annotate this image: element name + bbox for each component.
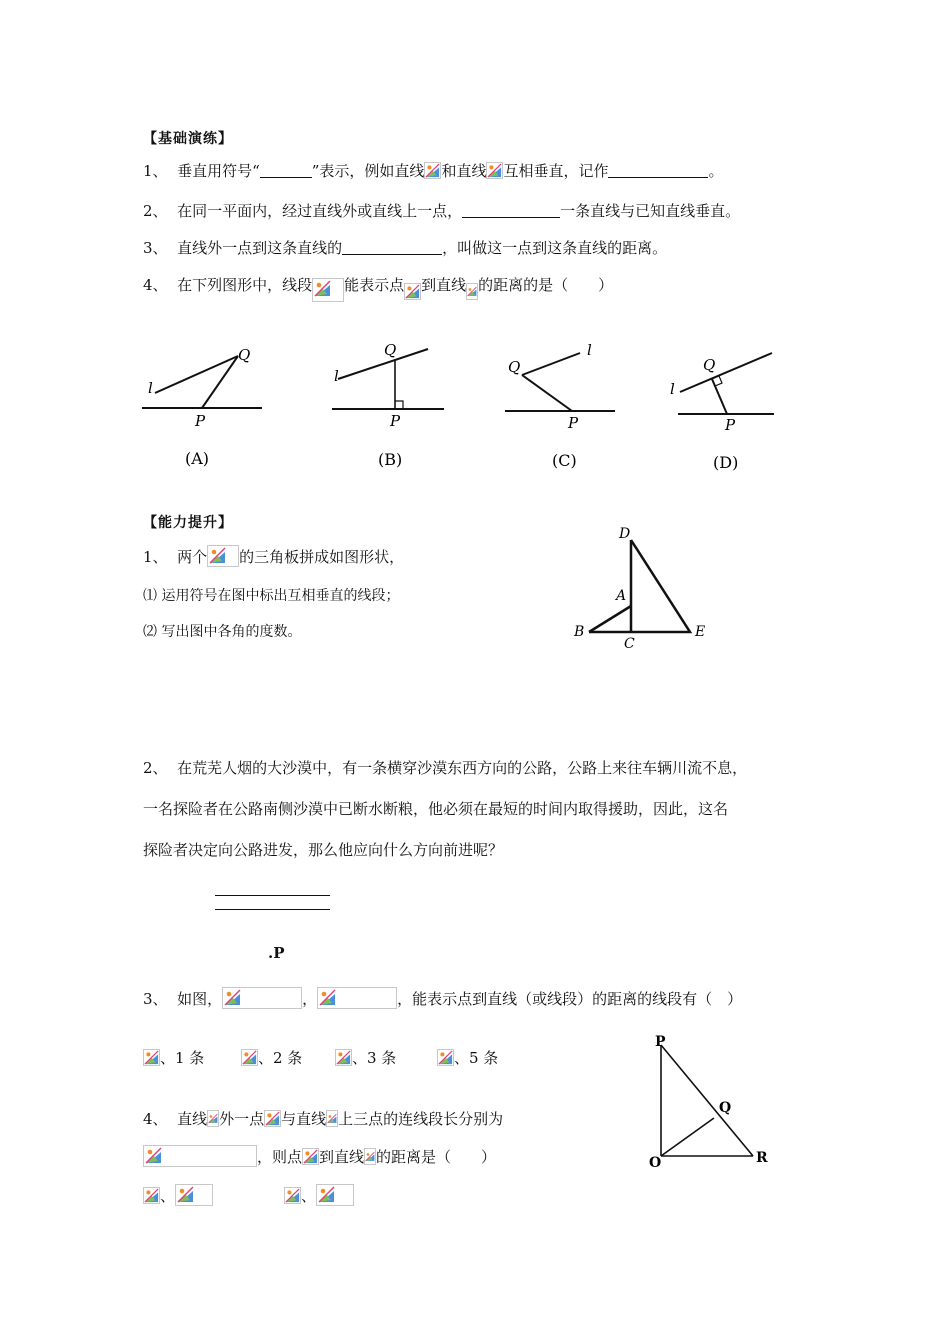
broken-image-icon xyxy=(316,1184,354,1206)
label-l: l xyxy=(670,380,675,398)
label-o: O xyxy=(649,1155,662,1171)
basic-question-2 xyxy=(143,200,740,222)
broken-image-icon xyxy=(486,162,503,179)
q4-option-a[interactable] xyxy=(143,1184,213,1206)
figure-d xyxy=(670,353,774,472)
question-text: 能表示点 xyxy=(344,276,405,294)
section-title-advanced: 【能力提升】 xyxy=(143,515,233,531)
label-a: A xyxy=(616,588,627,604)
figure-b xyxy=(332,341,444,469)
q3-option-a[interactable] xyxy=(143,1047,204,1069)
question-number: 4、 xyxy=(143,1110,168,1128)
question-text: 两个 xyxy=(177,548,208,566)
question-number: 3、 xyxy=(143,239,168,257)
question-text: 。 xyxy=(708,162,724,180)
advanced-question-1 xyxy=(143,545,404,567)
broken-image-icon xyxy=(424,162,441,179)
question-number: 4、 xyxy=(143,276,168,294)
label-d: D xyxy=(619,526,631,542)
q3-option-b[interactable] xyxy=(241,1047,302,1069)
question-text: ，叫做这一点到这条直线的距离。 xyxy=(442,239,668,257)
road-line-top xyxy=(215,895,330,896)
advanced-question-4 xyxy=(143,1108,503,1130)
broken-image-icon xyxy=(302,1148,319,1165)
advanced-question-4-line-2 xyxy=(143,1145,496,1167)
question-text: 上三点的连线段长分别为 xyxy=(338,1110,504,1128)
label-q: Q xyxy=(719,1100,732,1116)
broken-image-icon xyxy=(317,987,397,1009)
caption-a: (A) xyxy=(185,449,210,468)
sub-question-1: ⑴ 运用符号在图中标出互相垂直的线段； xyxy=(143,588,400,604)
broken-image-icon xyxy=(404,283,421,300)
question-number: 2、 xyxy=(143,202,168,220)
basic-question-3 xyxy=(143,237,667,259)
broken-image-icon xyxy=(143,1049,160,1066)
road-line-bottom xyxy=(215,909,330,910)
answer-blank[interactable] xyxy=(342,240,442,255)
option-separator: 、 xyxy=(160,1187,176,1205)
segment-pr xyxy=(661,1045,753,1156)
broken-image-icon xyxy=(207,545,239,567)
broken-image-icon xyxy=(143,1187,160,1204)
question-text: 在下列图形中，线段 xyxy=(177,276,313,294)
question-text: 垂直用符号“ xyxy=(177,162,260,180)
label-r: R xyxy=(756,1150,768,1166)
basic-question-4 xyxy=(143,274,613,296)
label-l: l xyxy=(587,341,592,359)
question-text: 和直线 xyxy=(441,162,487,180)
option-text: 、5 条 xyxy=(454,1049,499,1067)
figure-line xyxy=(680,353,772,392)
advanced-question-2-line-3: 探险者决定向公路进发，那么他应向什么方向前进呢？ xyxy=(143,841,504,859)
segment-ba xyxy=(589,606,631,632)
label-q: Q xyxy=(703,356,716,374)
broken-image-icon xyxy=(143,1145,257,1167)
segment-oq xyxy=(661,1118,714,1156)
label-q: Q xyxy=(508,358,521,376)
question-text: 的距离是（ ） xyxy=(376,1148,497,1166)
advanced-question-3 xyxy=(143,987,742,1009)
question-text: 如图， xyxy=(177,990,223,1008)
broken-image-icon xyxy=(264,1110,281,1127)
question-text: 直线 xyxy=(177,1110,208,1128)
option-text: 、1 条 xyxy=(160,1049,205,1067)
label-p: P xyxy=(725,416,736,434)
broken-image-icon xyxy=(466,283,478,300)
label-l: l xyxy=(148,379,153,397)
question-text: 在荒芜人烟的大沙漠中，有一条横穿沙漠东西方向的公路，公路上来往车辆川流不息， xyxy=(177,759,748,777)
label-p: P xyxy=(568,414,579,432)
broken-image-icon xyxy=(335,1049,352,1066)
option-text: 、2 条 xyxy=(258,1049,303,1067)
figure-c xyxy=(505,341,615,470)
advanced-question-2-line-2: 一名探险者在公路南侧沙漠中已断水断粮，他必须在最短的时间内取得援助，因此，这名 xyxy=(143,800,729,818)
answer-blank[interactable] xyxy=(260,163,312,178)
answer-blank[interactable] xyxy=(462,203,560,218)
label-p: P xyxy=(390,412,401,430)
question-text: 的三角板拼成如图形状， xyxy=(239,548,405,566)
q4-option-b[interactable] xyxy=(284,1184,354,1206)
label-q: Q xyxy=(384,341,397,359)
figures-abcd xyxy=(140,335,790,480)
question-text: ，能表示点到直线（或线段）的距离的线段有（ ） xyxy=(397,990,743,1008)
label-q: Q xyxy=(238,346,251,364)
question-text: ， xyxy=(302,990,318,1008)
question-text: ”表示，例如直线 xyxy=(311,162,425,180)
q3-option-d[interactable] xyxy=(437,1047,498,1069)
question-number: 2、 xyxy=(143,759,168,777)
pqor-figure xyxy=(640,1030,780,1175)
label-e: E xyxy=(695,624,706,640)
figure-line xyxy=(522,375,572,411)
caption-d: (D) xyxy=(713,453,739,472)
question-text: 外一点 xyxy=(219,1110,265,1128)
figure-a xyxy=(142,346,262,468)
figure-line xyxy=(522,353,580,375)
right-angle-mark xyxy=(395,401,403,409)
broken-image-icon xyxy=(312,278,344,302)
option-separator: 、 xyxy=(301,1187,317,1205)
label-l: l xyxy=(334,367,339,385)
question-text: 与直线 xyxy=(281,1110,327,1128)
question-text: 在同一平面内，经过直线外或直线上一点， xyxy=(177,202,463,220)
question-text: 互相垂直，记作 xyxy=(503,162,609,180)
basic-question-1 xyxy=(143,160,723,182)
figure-line xyxy=(338,349,428,379)
question-number: 3、 xyxy=(143,990,168,1008)
label-p: P xyxy=(655,1034,666,1050)
label-p: P xyxy=(195,412,206,430)
label-b: B xyxy=(574,624,585,640)
broken-image-icon xyxy=(364,1148,376,1165)
triangle-outline xyxy=(589,540,690,632)
caption-c: (C) xyxy=(552,451,577,470)
broken-image-icon xyxy=(207,1110,219,1127)
section-title-basic: 【基础演练】 xyxy=(143,131,233,147)
broken-image-icon xyxy=(284,1187,301,1204)
point-p-label: .P xyxy=(268,944,285,962)
question-number: 1、 xyxy=(143,548,168,566)
question-text: ，则点 xyxy=(257,1148,303,1166)
broken-image-icon xyxy=(175,1184,213,1206)
broken-image-icon xyxy=(241,1049,258,1066)
caption-b: (B) xyxy=(378,450,403,469)
sub-question-2: ⑵ 写出图中各角的度数。 xyxy=(143,624,302,640)
q3-option-c[interactable] xyxy=(335,1047,396,1069)
answer-blank[interactable] xyxy=(608,163,708,178)
question-text: 直线外一点到这条直线的 xyxy=(177,239,343,257)
triangle-figure xyxy=(565,520,715,660)
question-text: 到直线 xyxy=(421,276,467,294)
advanced-question-2-line-1 xyxy=(143,757,747,779)
question-text: 的距离的是（ ） xyxy=(478,276,614,294)
question-number: 1、 xyxy=(143,162,168,180)
question-text: 到直线 xyxy=(319,1148,365,1166)
label-c: C xyxy=(624,636,635,652)
option-text: 、3 条 xyxy=(352,1049,397,1067)
broken-image-icon xyxy=(222,987,302,1009)
broken-image-icon xyxy=(326,1110,338,1127)
broken-image-icon xyxy=(437,1049,454,1066)
question-text: 一条直线与已知直线垂直。 xyxy=(560,202,741,220)
